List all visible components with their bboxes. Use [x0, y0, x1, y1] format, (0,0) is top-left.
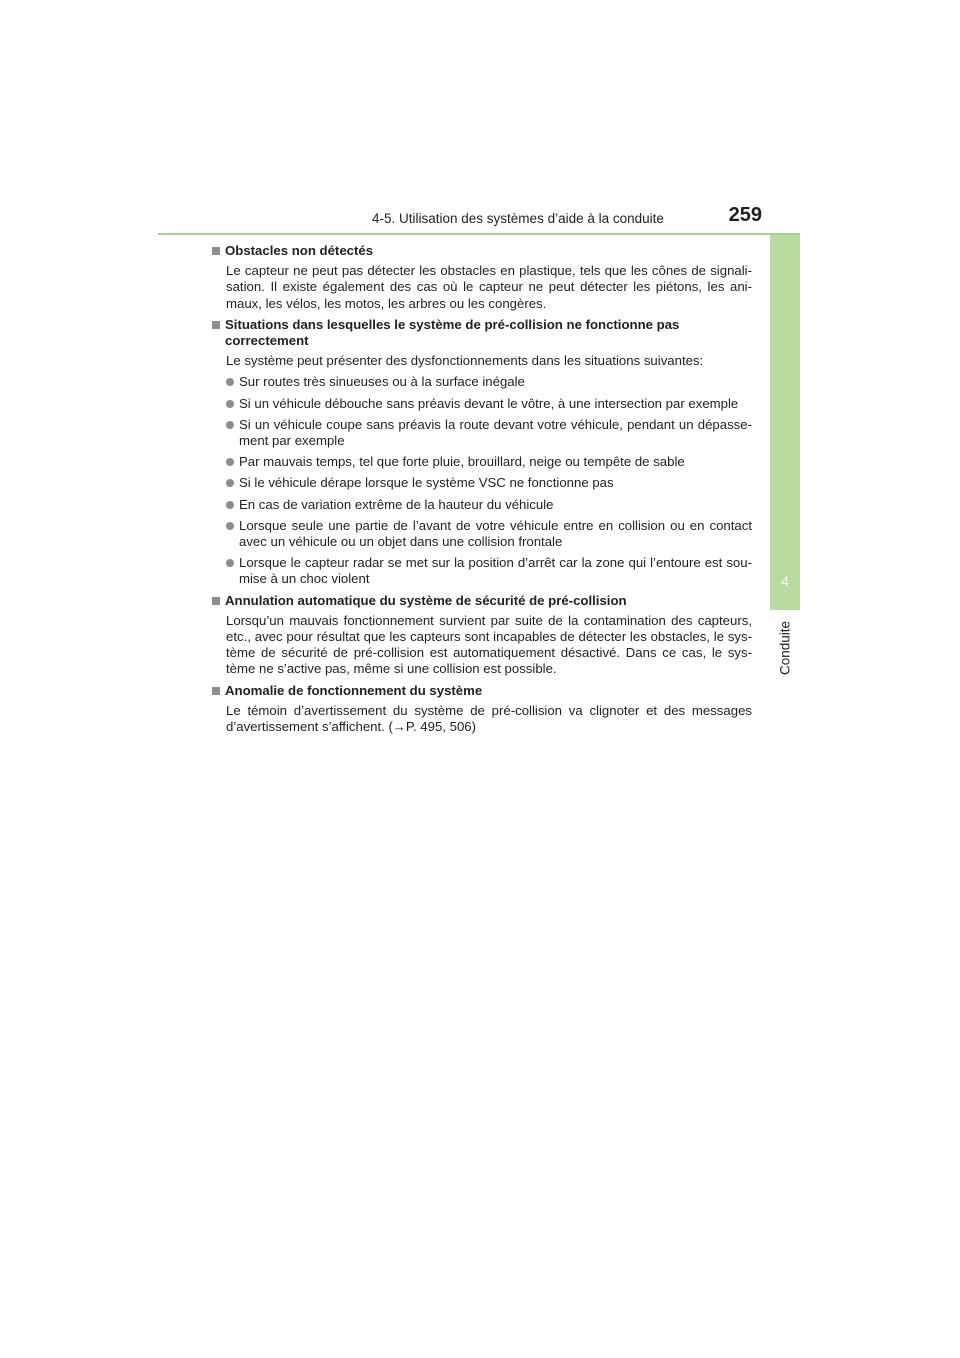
list-item-text: Si un véhicule débouche sans préavis devant le vôtre, à une intersection par exemple — [239, 395, 739, 411]
circle-bullet-icon — [226, 559, 234, 567]
page-number: 259 — [728, 204, 762, 226]
list-item-text: Si le véhicule dérape lorsque le système VSC ne fonctionne pas — [239, 475, 614, 491]
chapter-tab[interactable] — [770, 235, 800, 610]
paragraph-text: Le témoin d’avertissement du système de pré-collision va clignoter et des messages d’avertissement s’affichent. ( — [226, 702, 752, 735]
section-paragraph: Le système peut présenter des dysfonctionnements dans les situations suivantes: — [226, 353, 704, 369]
circle-bullet-icon — [226, 458, 234, 466]
header-section-title: 4-5. Utilisation des systèmes d’aide à la conduite — [372, 211, 664, 226]
section-paragraph — [226, 703, 752, 735]
section-obstacles — [212, 243, 752, 312]
list-item-text: En cas de variation extrême de la hauteur du véhicule — [239, 496, 554, 512]
arrow-right-icon: → — [392, 719, 406, 735]
section-heading-text: Anomalie de fonctionnement du système — [225, 682, 483, 698]
square-bullet-icon — [212, 247, 220, 255]
circle-bullet-icon — [226, 400, 234, 408]
section-system-anomaly — [212, 683, 752, 736]
section-heading — [212, 243, 752, 259]
section-heading-text: Situations dans lesquelles le système de pré-collision ne fonctionne pas correctement — [225, 316, 680, 349]
list-item — [226, 374, 752, 390]
list-item-text: Sur routes très sinueuses ou à la surface inégale — [239, 374, 525, 390]
section-heading-text: Annulation automatique du système de sécurité de pré-collision — [225, 592, 627, 608]
section-paragraph: Lorsqu’un mauvais fonctionnement survient par suite de la contamination des capteurs, etc., avec pour résultat que les capteurs sont incapables de détecter les obstacles, le sys-tème de sécurité de pré-collision est automatiquement désactivé. Dans ce cas, le sys-tème ne s’active pas, même si une collision est possible. — [226, 612, 752, 677]
list-item — [226, 417, 752, 449]
list-item — [226, 497, 752, 513]
section-heading — [212, 317, 752, 349]
section-heading — [212, 593, 752, 609]
section-automatic-cancellation — [212, 593, 752, 678]
list-item-text: Si un véhicule coupe sans préavis la route devant votre véhicule, pendant un dépasse-ment par exemple — [239, 416, 752, 449]
circle-bullet-icon — [226, 479, 234, 487]
circle-bullet-icon — [226, 421, 234, 429]
header-rule — [158, 233, 800, 235]
page-reference-link[interactable]: P. 495, 506) — [405, 719, 477, 735]
circle-bullet-icon — [226, 378, 234, 386]
section-heading — [212, 683, 752, 699]
page-content — [212, 243, 752, 740]
list-item — [226, 555, 752, 587]
list-item-text: Lorsque le capteur radar se met sur la position d’arrêt car la zone qui l’entoure est sou-mise à un choc violent — [239, 555, 752, 587]
section-malfunction-situations — [212, 317, 752, 588]
circle-bullet-icon — [226, 522, 234, 530]
list-item — [226, 454, 752, 470]
chapter-label-text: Conduite — [777, 620, 793, 676]
circle-bullet-icon — [226, 501, 234, 509]
square-bullet-icon — [212, 321, 220, 329]
chapter-number: 4 — [781, 573, 789, 589]
square-bullet-icon — [212, 687, 220, 695]
list-item-text: Par mauvais temps, tel que forte pluie, brouillard, neige ou tempête de sable — [239, 454, 685, 470]
square-bullet-icon — [212, 597, 220, 605]
list-item-text: Lorsque seule une partie de l’avant de votre véhicule entre en collision ou en contact avec un véhicule ou un objet dans une collision frontale — [239, 517, 752, 550]
list-item — [226, 475, 752, 491]
list-item — [226, 396, 752, 412]
section-paragraph: Le capteur ne peut pas détecter les obstacles en plastique, tels que les cônes de signali-sation. Il existe également des cas où le capteur ne peut détecter les piétons, les ani-maux, les vélos, les motos, les arbres ou les congères. — [226, 263, 752, 311]
chapter-label — [768, 616, 802, 680]
list-item — [226, 518, 752, 550]
section-heading-text: Obstacles non détectés — [225, 243, 374, 258]
